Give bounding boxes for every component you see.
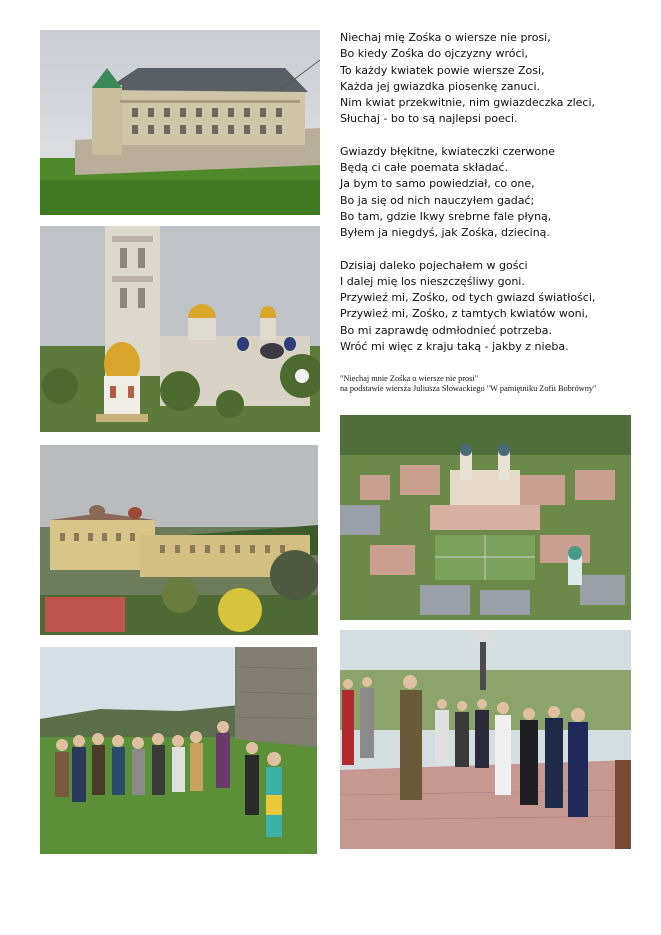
poem-line: Byłem ja niegdyś, jak Zośka, dzieciną. [340,226,550,240]
poem-caption [340,374,650,394]
poem-line: Bo kiedy Zośka do ojczyzny wróci, [340,47,529,61]
poem-line: Bo ja się od nich nauczyłem gadać; [340,193,535,207]
poem-line: Każda jej gwiazdka piosenkę zanuci. [340,79,541,93]
poem-line: Przywieź mi, Zośko, od tych gwiazd światłości, [340,291,596,305]
poem-stanza [340,258,640,356]
poem [340,30,640,371]
poem-line: Dzisiaj daleko pojechałem w gości [340,258,528,272]
photo-group-bench [340,630,631,849]
poem-stanza [340,144,640,242]
poem-line: Niechaj mię Zośka o wiersze nie prosi, [340,31,551,44]
photo-monastery [40,445,318,635]
poem-line: Będą ci całe poemata składać. [340,161,509,175]
photo-church [40,226,320,432]
poem-stanza [340,30,640,128]
poem-line: To każdy kwiatek powie wiersze Zosi, [340,63,545,77]
poem-line: Słuchaj - bo to są najlepsi poeci. [340,112,518,126]
photo-group-fortress [40,647,317,854]
photo-town [340,415,631,620]
caption-source: na podstawie wiersza Juliusza Słowackiego "W pamiętniku Zofii Bobrówny" [340,384,597,393]
poem-line: Przywieź mi, Zośko, z tamtych kwiatów woni, [340,307,589,321]
poem-line: I dalej mię los nieszczęśliwy goni. [340,274,525,288]
photo-castle [40,30,320,215]
poem-line: Wróć mi więc z kraju taką - jakby z nieba. [340,340,569,354]
poem-line: Bo tam, gdzie Ikwy srebrne fale płyną, [340,209,552,223]
poem-line: Nim kwiat przekwitnie, nim gwiazdeczka zleci, [340,96,596,110]
poem-line: Gwiazdy błękitne, kwiateczki czerwone [340,144,555,158]
caption-title: "Niechaj mnie Zośka o wiersze nie prosi" [340,374,479,383]
poem-line: Ja bym to samo powiedział, co one, [340,177,535,191]
poem-line: Bo mi zaprawdę odmłodnieć potrzeba. [340,323,552,337]
